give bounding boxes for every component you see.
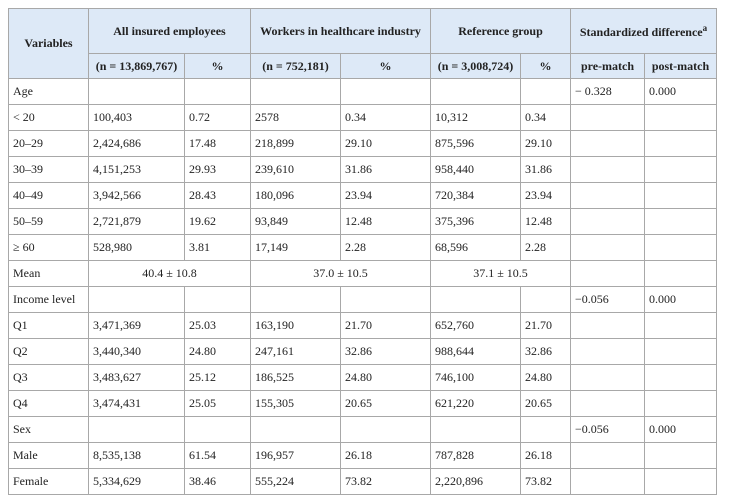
n-cell: 3,440,340	[89, 339, 185, 365]
n-cell: 621,220	[431, 391, 521, 417]
row-label: 40–49	[9, 183, 89, 209]
n-cell: 746,100	[431, 365, 521, 391]
n-cell: 2578	[251, 105, 341, 131]
pct-cell: 26.18	[341, 443, 431, 469]
table-row	[9, 183, 717, 209]
n-cell: 68,596	[431, 235, 521, 261]
table-row	[9, 391, 717, 417]
post-match-cell	[645, 209, 717, 235]
row-label: Male	[9, 443, 89, 469]
n-cell	[89, 287, 185, 313]
n-cell: 3,471,369	[89, 313, 185, 339]
row-label: 20–29	[9, 131, 89, 157]
row-label: 30–39	[9, 157, 89, 183]
n-cell: 528,980	[89, 235, 185, 261]
pct-cell: 20.65	[521, 391, 571, 417]
table-row	[9, 313, 717, 339]
pre-match-cell: − 0.328	[571, 79, 645, 105]
post-match-cell	[645, 105, 717, 131]
pct-cell: 38.46	[185, 469, 251, 495]
pct-cell	[185, 79, 251, 105]
std-diff-footnote-marker: a	[702, 22, 708, 33]
n-cell: 239,610	[251, 157, 341, 183]
n-cell: 2,721,879	[89, 209, 185, 235]
n-cell: 720,384	[431, 183, 521, 209]
pct-cell: 28.43	[185, 183, 251, 209]
pct-cell	[521, 79, 571, 105]
table-row	[9, 79, 717, 105]
pct-cell: 29.10	[341, 131, 431, 157]
n-cell: 155,305	[251, 391, 341, 417]
n-header-healthcare: (n = 752,181)	[251, 54, 341, 79]
n-cell: 100,403	[89, 105, 185, 131]
pct-cell	[521, 417, 571, 443]
table-body	[9, 79, 717, 495]
post-match-cell	[645, 313, 717, 339]
pre-match-cell	[571, 235, 645, 261]
pct-cell: 21.70	[521, 313, 571, 339]
pre-match-cell: −0.056	[571, 287, 645, 313]
group-header-all-insured: All insured employees	[89, 9, 251, 54]
n-cell: 5,334,629	[89, 469, 185, 495]
table-container	[8, 8, 717, 495]
pre-match-header: pre-match	[571, 54, 645, 79]
header-row-1	[9, 9, 717, 54]
pre-match-cell	[571, 365, 645, 391]
variables-header: Variables	[9, 9, 89, 79]
pct-cell: 61.54	[185, 443, 251, 469]
group-header-reference: Reference group	[431, 9, 571, 54]
table-row	[9, 365, 717, 391]
pct-cell: 32.86	[341, 339, 431, 365]
n-cell: 2,424,686	[89, 131, 185, 157]
n-cell: 988,644	[431, 339, 521, 365]
pct-cell: 17.48	[185, 131, 251, 157]
row-label: Income level	[9, 287, 89, 313]
pct-cell: 3.81	[185, 235, 251, 261]
pct-cell	[185, 287, 251, 313]
n-cell: 875,596	[431, 131, 521, 157]
n-cell	[251, 79, 341, 105]
n-cell: 375,396	[431, 209, 521, 235]
pre-match-cell	[571, 261, 645, 287]
n-cell: 555,224	[251, 469, 341, 495]
pre-match-cell	[571, 443, 645, 469]
pct-cell	[341, 417, 431, 443]
pct-cell: 24.80	[341, 365, 431, 391]
n-header-reference: (n = 3,008,724)	[431, 54, 521, 79]
table-row	[9, 261, 717, 287]
pct-cell: 29.93	[185, 157, 251, 183]
n-cell	[251, 417, 341, 443]
std-diff-header	[571, 9, 717, 54]
n-cell	[89, 417, 185, 443]
row-label: Sex	[9, 417, 89, 443]
pre-match-cell	[571, 339, 645, 365]
table-row	[9, 417, 717, 443]
row-label: Q1	[9, 313, 89, 339]
pct-cell: 0.72	[185, 105, 251, 131]
pre-match-cell	[571, 183, 645, 209]
pct-cell: 23.94	[521, 183, 571, 209]
post-match-cell	[645, 157, 717, 183]
post-match-cell	[645, 261, 717, 287]
std-diff-label: Standardized difference	[579, 24, 703, 39]
pct-cell	[521, 287, 571, 313]
post-match-cell: 0.000	[645, 79, 717, 105]
n-cell: 196,957	[251, 443, 341, 469]
n-cell: 4,151,253	[89, 157, 185, 183]
pre-match-cell	[571, 313, 645, 339]
post-match-cell	[645, 391, 717, 417]
table-row	[9, 235, 717, 261]
pct-cell: 24.80	[521, 365, 571, 391]
pct-cell: 2.28	[341, 235, 431, 261]
pct-cell: 20.65	[341, 391, 431, 417]
row-label: Age	[9, 79, 89, 105]
pct-cell: 26.18	[521, 443, 571, 469]
pre-match-cell	[571, 209, 645, 235]
post-match-header: post-match	[645, 54, 717, 79]
n-cell: 10,312	[431, 105, 521, 131]
n-cell: 247,161	[251, 339, 341, 365]
pct-header-healthcare: %	[341, 54, 431, 79]
row-label: Mean	[9, 261, 89, 287]
post-match-cell	[645, 443, 717, 469]
row-label: Q3	[9, 365, 89, 391]
n-cell: 2,220,896	[431, 469, 521, 495]
row-label: Q2	[9, 339, 89, 365]
n-cell: 8,535,138	[89, 443, 185, 469]
pre-match-cell	[571, 469, 645, 495]
pct-cell: 12.48	[521, 209, 571, 235]
pct-cell: 29.10	[521, 131, 571, 157]
pct-cell	[185, 417, 251, 443]
header-row-2	[9, 54, 717, 79]
pct-cell: 0.34	[341, 105, 431, 131]
pct-cell: 31.86	[341, 157, 431, 183]
row-label: Q4	[9, 391, 89, 417]
pct-cell: 23.94	[341, 183, 431, 209]
n-cell: 218,899	[251, 131, 341, 157]
n-cell	[431, 417, 521, 443]
n-cell: 3,483,627	[89, 365, 185, 391]
pct-header-all-insured: %	[185, 54, 251, 79]
mean-cell: 37.0 ± 10.5	[251, 261, 431, 287]
n-cell: 958,440	[431, 157, 521, 183]
n-cell: 3,942,566	[89, 183, 185, 209]
pct-cell: 31.86	[521, 157, 571, 183]
n-cell: 180,096	[251, 183, 341, 209]
n-cell: 93,849	[251, 209, 341, 235]
pct-cell: 2.28	[521, 235, 571, 261]
pre-match-cell	[571, 391, 645, 417]
row-label: < 20	[9, 105, 89, 131]
n-cell: 163,190	[251, 313, 341, 339]
post-match-cell	[645, 235, 717, 261]
post-match-cell	[645, 183, 717, 209]
pct-cell: 73.82	[521, 469, 571, 495]
pct-cell: 25.05	[185, 391, 251, 417]
post-match-cell	[645, 131, 717, 157]
n-cell: 186,525	[251, 365, 341, 391]
pct-cell: 24.80	[185, 339, 251, 365]
n-cell: 17,149	[251, 235, 341, 261]
group-header-healthcare: Workers in healthcare industry	[251, 9, 431, 54]
table-row	[9, 443, 717, 469]
pct-cell: 73.82	[341, 469, 431, 495]
post-match-cell	[645, 365, 717, 391]
pct-header-reference: %	[521, 54, 571, 79]
table-row	[9, 469, 717, 495]
pre-match-cell	[571, 157, 645, 183]
table-row	[9, 157, 717, 183]
table-row	[9, 105, 717, 131]
n-cell	[89, 79, 185, 105]
post-match-cell: 0.000	[645, 287, 717, 313]
n-cell: 787,828	[431, 443, 521, 469]
mean-cell: 37.1 ± 10.5	[431, 261, 571, 287]
n-cell	[431, 287, 521, 313]
pct-cell: 12.48	[341, 209, 431, 235]
row-label: 50–59	[9, 209, 89, 235]
table-row	[9, 209, 717, 235]
pre-match-cell	[571, 105, 645, 131]
row-label: Female	[9, 469, 89, 495]
pct-cell: 25.12	[185, 365, 251, 391]
pct-cell: 32.86	[521, 339, 571, 365]
n-header-all-insured: (n = 13,869,767)	[89, 54, 185, 79]
n-cell: 3,474,431	[89, 391, 185, 417]
pct-cell	[341, 79, 431, 105]
pct-cell: 0.34	[521, 105, 571, 131]
n-cell	[431, 79, 521, 105]
characteristics-table	[8, 8, 717, 495]
post-match-cell	[645, 469, 717, 495]
pct-cell: 21.70	[341, 313, 431, 339]
post-match-cell: 0.000	[645, 417, 717, 443]
pct-cell: 25.03	[185, 313, 251, 339]
table-row	[9, 339, 717, 365]
n-cell: 652,760	[431, 313, 521, 339]
pct-cell	[341, 287, 431, 313]
table-row	[9, 131, 717, 157]
pct-cell: 19.62	[185, 209, 251, 235]
table-row	[9, 287, 717, 313]
row-label: ≥ 60	[9, 235, 89, 261]
post-match-cell	[645, 339, 717, 365]
pre-match-cell	[571, 131, 645, 157]
pre-match-cell: −0.056	[571, 417, 645, 443]
mean-cell: 40.4 ± 10.8	[89, 261, 251, 287]
n-cell	[251, 287, 341, 313]
